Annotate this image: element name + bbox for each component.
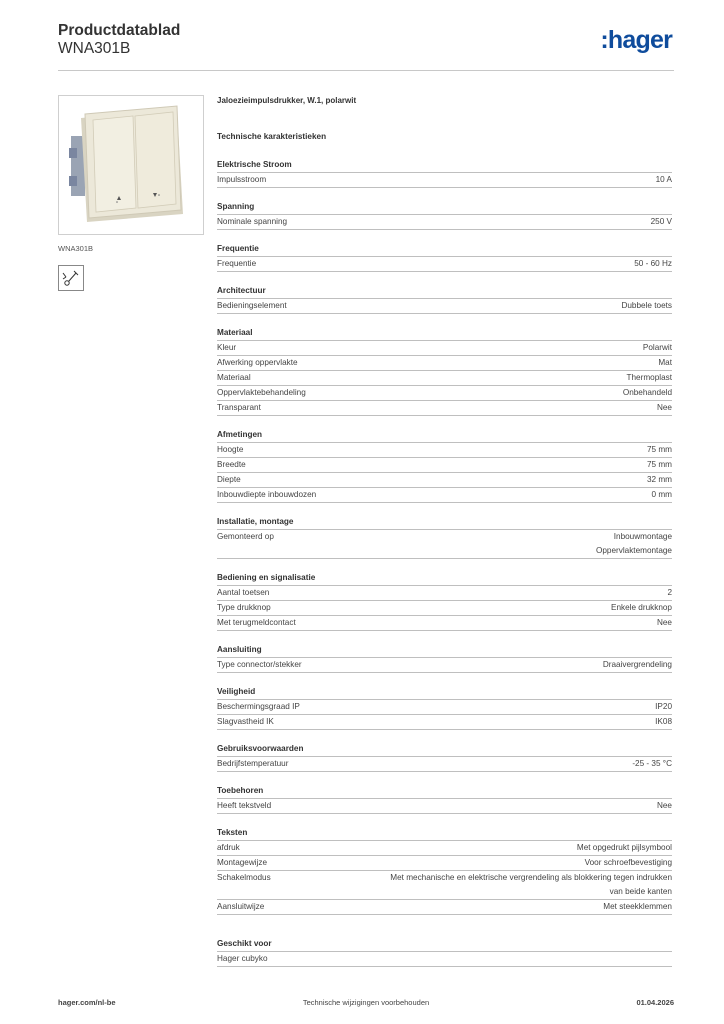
spec-label: Type drukknop (217, 603, 271, 612)
spec-value: 2 (667, 588, 672, 597)
spec-row (217, 900, 672, 915)
spec-group-title: Architectuur (217, 284, 672, 299)
spec-group (217, 242, 672, 272)
spec-label: Frequentie (217, 259, 257, 268)
spec-group (217, 284, 672, 314)
spec-group (217, 643, 672, 673)
spec-group (217, 685, 672, 730)
spec-group-title: Toebehoren (217, 784, 672, 799)
spec-label: Gemonteerd op (217, 532, 274, 541)
spec-group (217, 784, 672, 814)
spec-label: Afwerking oppervlakte (217, 358, 298, 367)
spec-group-title: Aansluiting (217, 643, 672, 658)
switch-product-image (59, 96, 203, 234)
product-code: WNA301B (58, 40, 131, 57)
spec-value: 50 - 60 Hz (634, 259, 672, 268)
spec-group (217, 158, 672, 188)
product-photo (58, 95, 204, 235)
spec-label: Diepte (217, 475, 241, 484)
spec-value: 250 V (650, 217, 672, 226)
spec-value: Nee (656, 403, 672, 412)
spec-label: Hager cubyko (217, 954, 268, 963)
spec-value: 75 mm (646, 445, 672, 454)
spec-group (217, 428, 672, 503)
spec-row (217, 841, 672, 856)
spec-row (217, 173, 672, 188)
spec-group-title: Materiaal (217, 326, 672, 341)
spec-row (217, 700, 672, 715)
spec-value: 10 A (655, 175, 672, 184)
spec-label: Bedrijfstemperatuur (217, 759, 289, 768)
spec-label: Nominale spanning (217, 217, 288, 226)
spec-value: Polarwit (642, 343, 672, 352)
spec-row (217, 601, 672, 616)
footer-disclaimer: Technische wijzigingen voorbehouden (302, 998, 430, 1007)
spec-group (217, 742, 672, 772)
spec-row (217, 586, 672, 601)
spec-label: Schakelmodus (217, 873, 271, 882)
spec-row (217, 856, 672, 871)
spec-group (217, 200, 672, 230)
spec-label: Bedieningselement (217, 301, 287, 310)
spec-row (217, 458, 672, 473)
spec-value: Met steekklemmen (603, 902, 672, 911)
spec-label: Type connector/stekker (217, 660, 302, 669)
spec-row (217, 401, 672, 416)
spec-label: Breedte (217, 460, 246, 469)
spec-group-title: Veiligheid (217, 685, 672, 700)
spec-value: IK08 (655, 717, 672, 726)
spec-value: Enkele drukknop (611, 603, 672, 612)
spec-value: Met mechanische en elektrische vergrendeling als blokkering tegen indrukken van beide kanten (390, 873, 672, 896)
spec-row (217, 715, 672, 730)
spec-row (217, 616, 672, 631)
spec-value: Onbehandeld (622, 388, 672, 397)
spec-group-title: Installatie, montage (217, 515, 672, 530)
document-title: Productdatablad (58, 22, 181, 39)
spec-row (217, 356, 672, 371)
switch-symbol-icon (58, 265, 84, 291)
spec-row (217, 488, 672, 503)
spec-value: IP20 (655, 702, 672, 711)
spec-value: Nee (656, 801, 672, 810)
photo-caption: WNA301B (58, 244, 94, 253)
spec-label: Montagewijze (217, 858, 268, 867)
spec-label: Oppervlaktebehandeling (217, 388, 306, 397)
spec-row (217, 799, 672, 814)
spec-group-title: Bediening en signalisatie (217, 571, 672, 586)
spec-label: Heeft tekstveld (217, 801, 272, 810)
spec-label: afdruk (217, 843, 240, 852)
spec-label: Materiaal (217, 373, 251, 382)
spec-group-title: Gebruiksvoorwaarden (217, 742, 672, 757)
spec-value: Mat (658, 358, 672, 367)
spec-value: Inbouwmontage Oppervlaktemontage (595, 532, 672, 555)
spec-label: Kleur (217, 343, 237, 352)
spec-row (217, 952, 672, 967)
spec-row (217, 443, 672, 458)
spec-group-title: Spanning (217, 200, 672, 215)
spec-label: Slagvastheid IK (217, 717, 274, 726)
spec-row (217, 871, 672, 900)
spec-value: Draaivergrendeling (602, 660, 672, 669)
spec-row (217, 215, 672, 230)
spec-group-title: Teksten (217, 826, 672, 841)
spec-group (217, 826, 672, 915)
spec-row (217, 757, 672, 772)
spec-value: Voor schroefbevestiging (584, 858, 672, 867)
spec-label: Hoogte (217, 445, 244, 454)
spec-row (217, 658, 672, 673)
spec-label: Aantal toetsen (217, 588, 270, 597)
spec-groups (217, 158, 672, 967)
spec-group-title: Afmetingen (217, 428, 672, 443)
spec-group-title: Elektrische Stroom (217, 158, 672, 173)
spec-group (217, 571, 672, 631)
spec-value: 75 mm (646, 460, 672, 469)
spec-heading: Technische karakteristieken (217, 132, 327, 141)
spec-label: Beschermingsgraad IP (217, 702, 300, 711)
spec-value: 32 mm (646, 475, 672, 484)
spec-sheet (217, 96, 672, 967)
page-header (58, 20, 674, 71)
spec-label: Aansluitwijze (217, 902, 265, 911)
spec-row (217, 299, 672, 314)
spec-label: Transparant (217, 403, 261, 412)
spec-value: 0 mm (651, 490, 672, 499)
footer-website: hager.com/nl-be (58, 998, 116, 1007)
spec-value: Thermoplast (626, 373, 672, 382)
spec-group-title: Frequentie (217, 242, 672, 257)
spec-row (217, 473, 672, 488)
spec-label: Inbouwdiepte inbouwdozen (217, 490, 317, 499)
footer-date: 01.04.2026 (636, 998, 674, 1007)
product-title: Jaloezieimpulsdrukker, W.1, polarwit (217, 96, 357, 105)
spec-row (217, 386, 672, 401)
hager-logo: :hager (600, 26, 672, 54)
spec-row (217, 371, 672, 386)
spec-group (217, 937, 672, 967)
spec-value: -25 - 35 °C (632, 759, 672, 768)
spec-value: Nee (656, 618, 672, 627)
spec-group-title: Geschikt voor (217, 937, 672, 952)
spec-label: Met terugmeldcontact (217, 618, 296, 627)
spec-value: Dubbele toets (621, 301, 672, 310)
spec-label: Impulsstroom (217, 175, 267, 184)
spec-value: Met opgedrukt pijlsymbool (576, 843, 672, 852)
spec-row (217, 341, 672, 356)
spec-group (217, 326, 672, 416)
spec-row (217, 530, 672, 559)
spec-group (217, 515, 672, 559)
spec-row (217, 257, 672, 272)
